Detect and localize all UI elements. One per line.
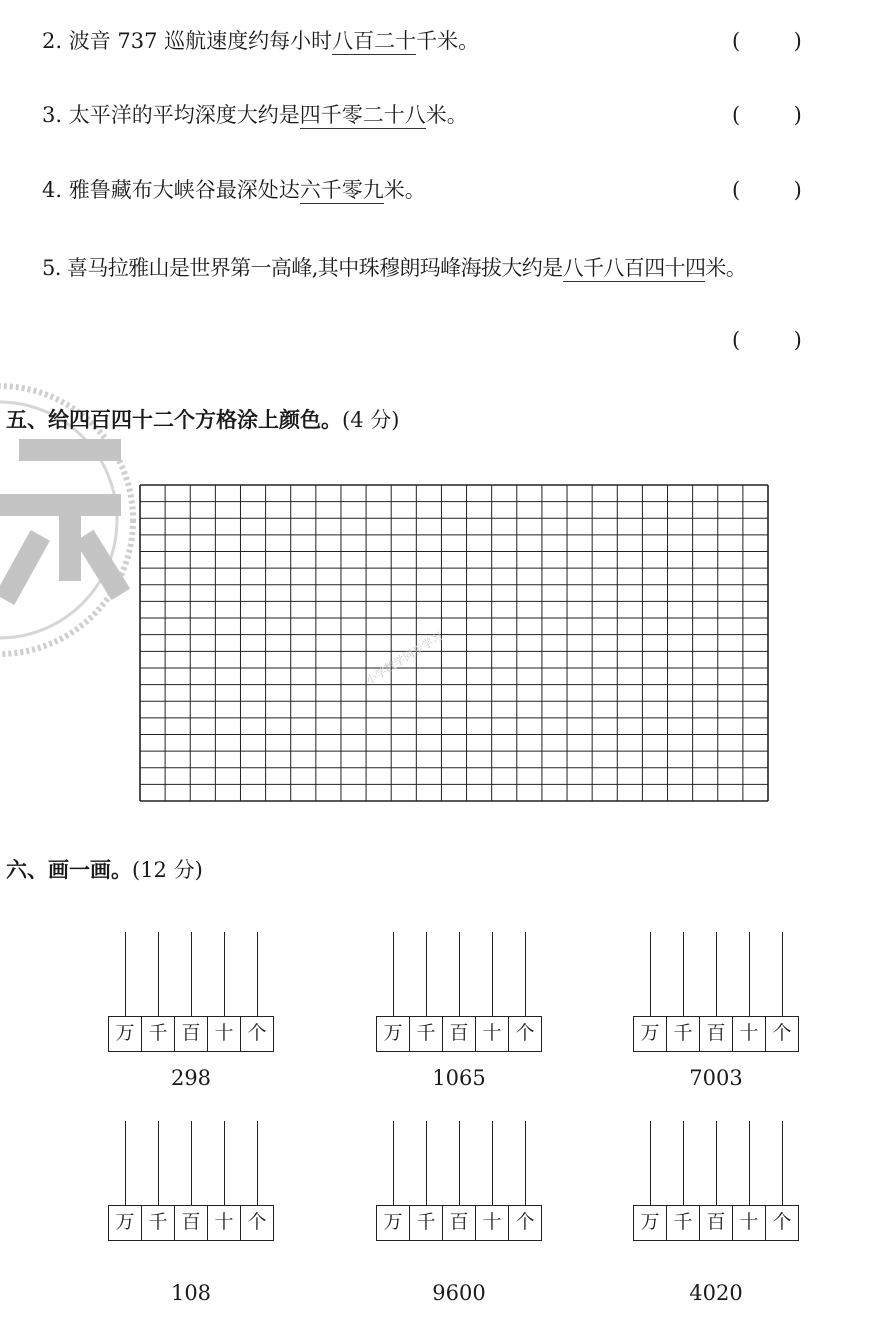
stamp-seal	[0, 355, 138, 685]
abacus-number: 1065	[432, 1066, 486, 1090]
place-value-label: 千	[667, 1017, 700, 1051]
abacus[interactable]	[108, 1121, 274, 1241]
abacus-rod[interactable]	[650, 1121, 651, 1205]
abacus-rod[interactable]	[125, 932, 126, 1016]
question-number: 4.	[42, 178, 63, 202]
section-title: 五、给四百四十二个方格涂上颜色。	[6, 408, 342, 432]
abacus-rod[interactable]	[492, 1121, 493, 1205]
abacus-rod[interactable]	[191, 932, 192, 1016]
place-value-label: 十	[476, 1206, 509, 1240]
abacus-number: 298	[170, 1066, 212, 1090]
answer-parentheses[interactable]: ( )	[732, 29, 802, 53]
place-value-label: 百	[700, 1017, 733, 1051]
abacus-rods[interactable]	[108, 1121, 274, 1205]
place-value-label: 百	[443, 1206, 476, 1240]
abacus-rod[interactable]	[525, 932, 526, 1016]
place-value-label: 万	[377, 1017, 410, 1051]
question-number: 3.	[42, 103, 63, 127]
abacus-rod[interactable]	[525, 1121, 526, 1205]
abacus-rod[interactable]	[125, 1121, 126, 1205]
question-5	[42, 254, 746, 282]
abacus-rod[interactable]	[683, 932, 684, 1016]
place-value-label: 万	[109, 1206, 142, 1240]
abacus-rod[interactable]	[749, 932, 750, 1016]
question-text: 太平洋的平均深度大约是	[68, 103, 300, 127]
abacus-rod[interactable]	[393, 1121, 394, 1205]
place-value-labels	[108, 1205, 274, 1241]
place-value-label: 百	[443, 1017, 476, 1051]
place-value-label: 千	[142, 1206, 175, 1240]
place-value-label: 个	[772, 1211, 792, 1233]
place-value-labels	[376, 1016, 542, 1052]
abacus-rods[interactable]	[108, 932, 274, 1016]
place-value-label: 千	[142, 1017, 175, 1051]
place-value-label: 十	[733, 1017, 766, 1051]
question-text-end: 千米。	[416, 29, 480, 53]
abacus-rod[interactable]	[716, 932, 717, 1016]
answer-parentheses[interactable]: ( )	[732, 178, 802, 202]
place-value-label: 个	[515, 1211, 535, 1233]
place-value-label: 十	[733, 1206, 766, 1240]
place-value-labels	[108, 1016, 274, 1052]
place-value-label: 万	[634, 1206, 667, 1240]
abacus-number: 7003	[689, 1066, 743, 1090]
question-text-end: 米。	[425, 103, 468, 127]
question-text: 雅鲁藏布大峡谷最深处达	[68, 178, 300, 202]
underlined-number: 八千八百四十四	[562, 256, 706, 280]
question-2	[42, 27, 479, 55]
place-value-label: 百	[175, 1206, 208, 1240]
abacus-rod[interactable]	[716, 1121, 717, 1205]
abacus-rod[interactable]	[683, 1121, 684, 1205]
question-text-end: 米。	[383, 178, 426, 202]
place-value-labels	[633, 1205, 799, 1241]
abacus[interactable]	[633, 932, 799, 1052]
section-title: 六、画一画。	[6, 858, 132, 882]
place-value-label: 千	[667, 1206, 700, 1240]
answer-parentheses[interactable]: ( )	[732, 103, 802, 127]
watermark: 小学数学同步学习	[363, 629, 446, 688]
place-value-label: 十	[208, 1017, 241, 1051]
question-4	[42, 176, 426, 204]
coloring-grid[interactable]	[139, 484, 769, 802]
abacus-rods[interactable]	[633, 1121, 799, 1205]
abacus-rods[interactable]	[376, 932, 542, 1016]
abacus-rods[interactable]	[633, 932, 799, 1016]
section-points: (12 分)	[132, 858, 203, 882]
section-points: (4 分)	[342, 408, 400, 432]
place-value-label: 个	[772, 1022, 792, 1044]
place-value-label: 个	[247, 1022, 267, 1044]
abacus-rod[interactable]	[426, 932, 427, 1016]
abacus[interactable]	[633, 1121, 799, 1241]
question-text: 喜马拉雅山是世界第一高峰,其中珠穆朗玛峰海拔大约是	[66, 256, 563, 280]
abacus-rod[interactable]	[158, 1121, 159, 1205]
abacus-rod[interactable]	[749, 1121, 750, 1205]
abacus-rod[interactable]	[492, 932, 493, 1016]
abacus-rod[interactable]	[782, 1121, 783, 1205]
question-3	[42, 101, 468, 129]
abacus-rods[interactable]	[376, 1121, 542, 1205]
underlined-number: 四千零二十八	[299, 103, 426, 127]
abacus-rod[interactable]	[459, 1121, 460, 1205]
question-number: 5.	[42, 256, 61, 280]
place-value-label: 万	[109, 1017, 142, 1051]
place-value-label: 万	[377, 1206, 410, 1240]
place-value-label: 十	[476, 1017, 509, 1051]
abacus-rod[interactable]	[257, 1121, 258, 1205]
abacus-rod[interactable]	[393, 932, 394, 1016]
abacus-rod[interactable]	[257, 932, 258, 1016]
abacus[interactable]	[108, 932, 274, 1052]
abacus-rod[interactable]	[459, 932, 460, 1016]
abacus[interactable]	[376, 1121, 542, 1241]
underlined-number: 八百二十	[332, 29, 417, 53]
abacus-rod[interactable]	[158, 932, 159, 1016]
place-value-labels	[376, 1205, 542, 1241]
abacus-rod[interactable]	[426, 1121, 427, 1205]
abacus-number: 4020	[689, 1281, 743, 1305]
question-text-end: 米。	[705, 256, 747, 280]
place-value-label: 千	[410, 1017, 443, 1051]
abacus[interactable]	[376, 932, 542, 1052]
abacus-rod[interactable]	[224, 1121, 225, 1205]
place-value-label: 个	[247, 1211, 267, 1233]
question-number: 2.	[42, 29, 63, 53]
abacus-rod[interactable]	[650, 932, 651, 1016]
abacus-rod[interactable]	[191, 1121, 192, 1205]
answer-parentheses[interactable]: ( )	[732, 328, 802, 352]
abacus-rod[interactable]	[782, 932, 783, 1016]
place-value-label: 百	[175, 1017, 208, 1051]
question-text: 波音 737 巡航速度约每小时	[68, 29, 333, 53]
underlined-number: 六千零九	[299, 178, 384, 202]
place-value-label: 万	[634, 1017, 667, 1051]
abacus-number: 9600	[432, 1281, 486, 1305]
place-value-label: 十	[208, 1206, 241, 1240]
section-5-heading	[6, 406, 399, 434]
place-value-labels	[633, 1016, 799, 1052]
abacus-number: 108	[170, 1281, 212, 1305]
abacus-rod[interactable]	[224, 932, 225, 1016]
section-6-heading	[6, 856, 203, 884]
place-value-label: 百	[700, 1206, 733, 1240]
place-value-label: 千	[410, 1206, 443, 1240]
place-value-label: 个	[515, 1022, 535, 1044]
